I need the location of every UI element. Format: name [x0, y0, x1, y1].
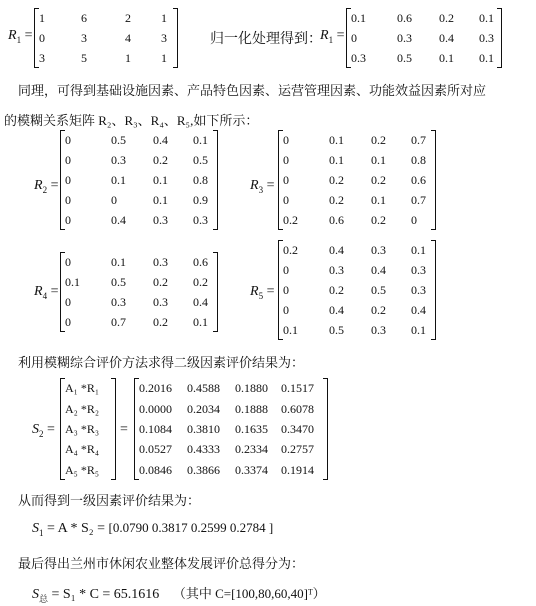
matrix-row	[279, 210, 435, 230]
matrix-row	[61, 312, 217, 332]
normalize-label: 归一化处理得到：	[210, 32, 322, 47]
matrix-cell: 3	[39, 51, 45, 65]
matrix-cell: 0.2	[371, 213, 386, 227]
matrix-cell: 0.6	[329, 213, 344, 227]
matrix-cell: 0.0527	[139, 442, 172, 457]
matrix-cell: 0.1084	[139, 422, 172, 436]
matrix-cell: 0	[283, 303, 289, 317]
matrix-cell: 0	[351, 31, 357, 45]
matrix-cell: 0.1880	[235, 381, 268, 396]
matrix-cell: 0.3	[111, 153, 126, 167]
matrix-cell: 0.2	[329, 283, 344, 297]
matrix-cell: 0.1	[329, 153, 344, 167]
matrix-cell: 0	[411, 213, 417, 227]
matrix-row	[279, 260, 435, 280]
matrix-row	[279, 240, 435, 260]
matrix-cell: 0.6	[397, 11, 412, 25]
matrix-cell: 0.1	[371, 153, 386, 167]
paragraph-2: 利用模糊综合评价方法求得二级因素评价结果为：	[18, 355, 305, 370]
matrix-cell: A₄ *R₄	[65, 442, 100, 457]
matrix-cell: 0	[283, 283, 289, 297]
matrix-row	[135, 460, 327, 480]
matrix-r2	[60, 130, 218, 230]
matrix-cell: 0.3	[153, 295, 168, 309]
r4-label: $R_4$ =	[34, 284, 59, 301]
matrix-cell: 0.1	[351, 11, 366, 25]
matrix-row	[135, 439, 327, 459]
matrix-cell: 0.1	[283, 323, 298, 337]
matrix-cell: 0.1	[153, 193, 168, 207]
matrix-row	[61, 460, 115, 480]
matrix-cell: 2	[125, 11, 131, 25]
matrix-cell: 0.7	[411, 133, 426, 147]
matrix-row	[347, 8, 501, 28]
matrix-row	[279, 300, 435, 320]
matrix-cell: 0.2	[371, 303, 386, 317]
matrix-cell: 0.4	[153, 133, 168, 147]
matrix-cell: 0.2	[371, 173, 386, 187]
matrix-cell: 0	[65, 213, 71, 227]
matrix-row	[279, 280, 435, 300]
matrix-cell: 3	[81, 31, 87, 45]
matrix-row	[61, 399, 115, 419]
matrix-cell: 0.3	[329, 263, 344, 277]
matrix-cell: 0.9	[193, 193, 208, 207]
matrix-cell: 0.2	[329, 173, 344, 187]
matrix-cell: 0.1517	[281, 381, 314, 396]
matrix-cell: 0.6	[193, 255, 208, 269]
matrix-r5	[278, 240, 436, 340]
matrix-cell: 0.5	[371, 283, 386, 297]
paragraph-1-line-2: 的模糊关系矩阵 R₂、R₃、R₄、R₅,如下所示：	[4, 113, 259, 128]
matrix-cell: 0.4	[193, 295, 208, 309]
matrix-row	[279, 130, 435, 150]
matrix-row	[347, 48, 501, 68]
matrix-cell: 0	[65, 153, 71, 167]
matrix-cell: 0.4	[439, 31, 454, 45]
matrix-row	[279, 190, 435, 210]
matrix-cell: 0.1	[153, 173, 168, 187]
matrix-cell: 0.8	[411, 153, 426, 167]
matrix-row	[61, 252, 217, 272]
matrix-cell: 0	[65, 173, 71, 187]
matrix-row	[61, 190, 217, 210]
matrix-row	[61, 378, 115, 398]
matrix-cell: 0.3374	[235, 462, 268, 477]
s2-label: $S_2$ =	[32, 422, 55, 439]
matrix-cell: 0.3	[411, 283, 426, 297]
matrix-cell: 0.3	[479, 31, 494, 45]
matrix-cell: 0.0000	[139, 401, 172, 416]
matrix-cell: 0.1	[65, 275, 80, 289]
matrix-cell: 0	[283, 173, 289, 187]
matrix-s2-terms	[60, 378, 116, 480]
matrix-cell: 0.3	[111, 295, 126, 309]
matrix-cell: A₃ *R₃	[65, 422, 100, 436]
matrix-cell: 0.3	[411, 263, 426, 277]
matrix-cell: A₅ *R₅	[65, 462, 100, 477]
matrix-cell: 0.1	[479, 11, 494, 25]
r2-label: $R_2$ =	[34, 178, 59, 195]
matrix-cell: 0.4	[411, 303, 426, 317]
matrix-row	[347, 28, 501, 48]
matrix-row	[61, 419, 115, 439]
matrix-cell: 0.1888	[235, 401, 268, 416]
matrix-cell: 4	[125, 31, 131, 45]
matrix-cell: 0.3	[193, 213, 208, 227]
matrix-cell: 0	[65, 295, 71, 309]
matrix-cell: 0.2	[193, 275, 208, 289]
matrix-row	[61, 292, 217, 312]
matrix-cell: 0	[65, 315, 71, 329]
matrix-cell: 0.3866	[187, 462, 220, 477]
total-score-expression: $S_总 = S_1 * C = 65.1616$ （其中 C=[100,80,60,40]ᵀ）	[32, 586, 326, 604]
matrix-cell: 0.5	[111, 133, 126, 147]
matrix-s2	[134, 378, 328, 480]
matrix-cell: 0.1	[111, 255, 126, 269]
matrix-cell: 0.7	[411, 193, 426, 207]
matrix-cell: 0.1635	[235, 422, 268, 436]
matrix-row	[135, 419, 327, 439]
matrix-cell: 0.2	[153, 315, 168, 329]
matrix-cell: 0	[111, 193, 117, 207]
matrix-r1	[34, 8, 178, 68]
matrix-cell: 0.3	[153, 213, 168, 227]
matrix-cell: 0.4	[329, 303, 344, 317]
matrix-cell: 0.3810	[187, 422, 220, 436]
matrix-row	[135, 399, 327, 419]
matrix-cell: 0	[39, 31, 45, 45]
matrix-cell: 0.2	[153, 153, 168, 167]
matrix-cell: 0.4	[329, 243, 344, 257]
matrix-cell: 5	[81, 51, 87, 65]
matrix-cell: A₁ *R₁	[65, 381, 100, 396]
matrix-cell: 0.6078	[281, 401, 314, 416]
matrix-cell: 0.4588	[187, 381, 220, 396]
r5-label: $R_5$ =	[250, 284, 275, 301]
matrix-cell: 0.1	[411, 323, 426, 337]
matrix-cell: 0.2757	[281, 442, 314, 457]
matrix-cell: 0.2016	[139, 381, 172, 396]
matrix-cell: 0.0846	[139, 462, 172, 477]
matrix-r4	[60, 252, 218, 332]
matrix-cell: 0.4333	[187, 442, 220, 457]
matrix-cell: 0.4	[111, 213, 126, 227]
s1-expression: $S_1 = A * S_2 = [0.0790$ 0.3817 0.2599 0.2784 ]	[32, 520, 274, 538]
matrix-cell: 0	[283, 193, 289, 207]
matrix-cell: 0.2	[283, 243, 298, 257]
matrix-cell: 0.1	[479, 51, 494, 65]
matrix-cell: 1	[125, 51, 131, 65]
matrix-cell: 0.2	[153, 275, 168, 289]
matrix-cell: 0	[65, 193, 71, 207]
matrix-cell: 0.5	[193, 153, 208, 167]
matrix-r3	[278, 130, 436, 230]
matrix-cell: 0.1	[111, 173, 126, 187]
r3-label: $R_3$ =	[250, 178, 275, 195]
matrix-cell: 0.3	[371, 323, 386, 337]
matrix-cell: 0.2	[439, 11, 454, 25]
matrix-cell: A₂ *R₂	[65, 401, 100, 416]
matrix-cell: 0.2	[283, 213, 298, 227]
matrix-cell: 0.1	[329, 133, 344, 147]
s2-equals: =	[120, 422, 128, 437]
matrix-row	[279, 150, 435, 170]
matrix-r1-normalized	[346, 8, 502, 68]
matrix-cell: 0.5	[397, 51, 412, 65]
matrix-row	[61, 439, 115, 459]
matrix-cell: 0	[65, 255, 71, 269]
paragraph-1-line-1: 同理，可得到基础设施因素、产品特色因素、运营管理因素、功能效益因素所对应	[18, 83, 487, 98]
matrix-cell: 1	[161, 11, 167, 25]
matrix-cell: 6	[81, 11, 87, 25]
matrix-cell: 0	[65, 133, 71, 147]
matrix-row	[35, 48, 177, 68]
matrix-row	[35, 28, 177, 48]
matrix-cell: 0.5	[329, 323, 344, 337]
matrix-row	[279, 320, 435, 340]
matrix-cell: 0.2	[371, 133, 386, 147]
matrix-cell: 0	[283, 133, 289, 147]
matrix-cell: 1	[39, 11, 45, 25]
matrix-cell: 0.3	[351, 51, 366, 65]
matrix-cell: 0.2	[329, 193, 344, 207]
matrix-cell: 0	[283, 153, 289, 167]
paragraph-3: 从而得到一级因素评价结果为：	[18, 493, 201, 508]
matrix-cell: 0.4	[371, 263, 386, 277]
matrix-cell: 0.3470	[281, 422, 314, 436]
matrix-row	[61, 130, 217, 150]
r1-label: $R_1$ =	[8, 28, 33, 45]
matrix-cell: 0.1	[193, 315, 208, 329]
matrix-row	[61, 210, 217, 230]
matrix-cell: 0.2334	[235, 442, 268, 457]
matrix-row	[279, 170, 435, 190]
matrix-cell: 0.3	[153, 255, 168, 269]
matrix-cell: 0.3	[397, 31, 412, 45]
matrix-cell: 0.6	[411, 173, 426, 187]
matrix-row	[61, 150, 217, 170]
matrix-cell: 3	[161, 31, 167, 45]
matrix-cell: 0.1	[371, 193, 386, 207]
matrix-cell: 0.7	[111, 315, 126, 329]
matrix-cell: 0.1	[411, 243, 426, 257]
matrix-row	[35, 8, 177, 28]
matrix-cell: 0.2034	[187, 401, 220, 416]
matrix-cell: 0.1914	[281, 462, 314, 477]
matrix-row	[61, 170, 217, 190]
r1-norm-label: $R_1$ =	[320, 28, 345, 45]
matrix-cell: 0	[283, 263, 289, 277]
matrix-cell: 0.5	[111, 275, 126, 289]
paragraph-4: 最后得出兰州市休闲农业整体发展评价总得分为：	[18, 556, 305, 571]
matrix-cell: 0.1	[193, 133, 208, 147]
matrix-cell: 0.8	[193, 173, 208, 187]
matrix-cell: 1	[161, 51, 167, 65]
matrix-cell: 0.3	[371, 243, 386, 257]
matrix-row	[61, 272, 217, 292]
matrix-cell: 0.1	[439, 51, 454, 65]
matrix-row	[135, 378, 327, 398]
